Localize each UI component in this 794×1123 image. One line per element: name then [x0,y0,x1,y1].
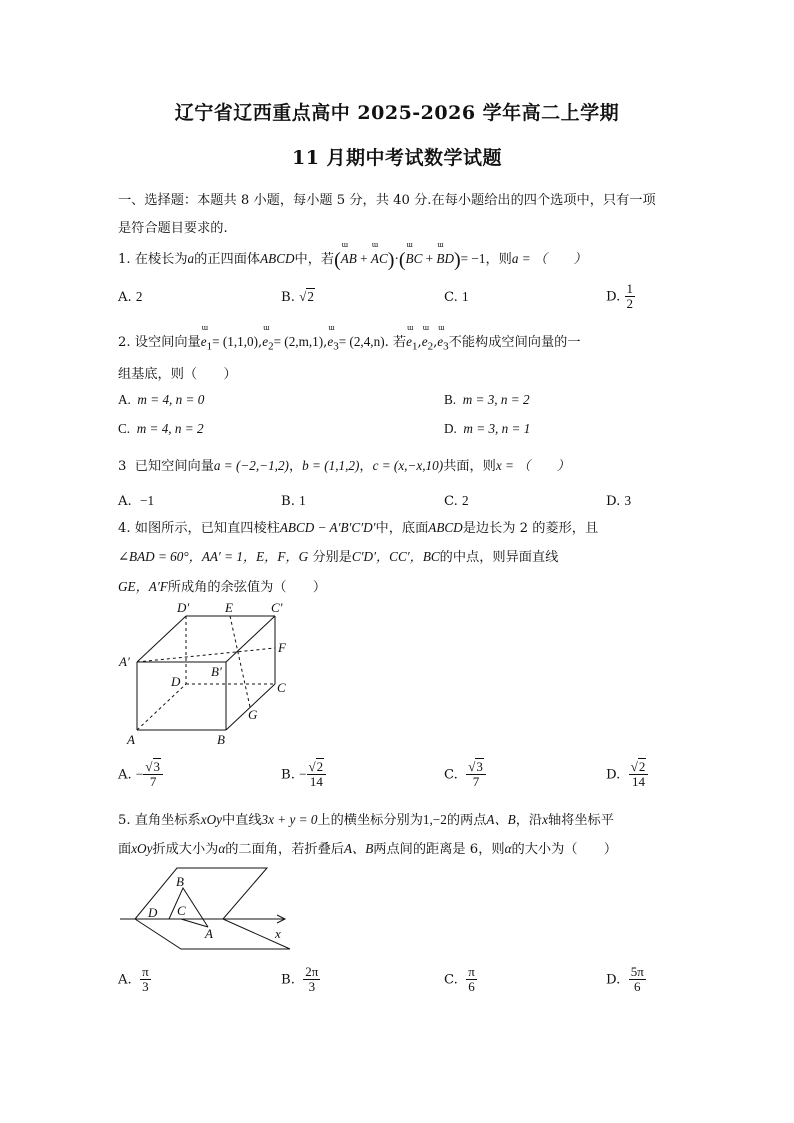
q1-number: 1. [118,252,131,267]
edge-a-d-hidden [137,684,186,730]
q1-rhs: = −1 [460,251,486,266]
question-5-stem-line2: 面xOy折成大小为α的二面角，若折叠后A、B两点间的距离是 6，则α的大小为（ ） [118,841,618,857]
q1-text: ，则 [485,252,512,267]
vector-c: c = (x,−x,10) [372,458,444,473]
edge-ap-dp [137,616,186,662]
label-dp: D′ [177,600,190,615]
page-title-line2: 11 月期中考试数学试题 [291,147,503,169]
q4-option-c[interactable]: C. $\frac{√3}{7}$ [444,760,486,790]
label-a: A [205,926,213,941]
q2-number: 2. [118,335,131,350]
q3-option-b[interactable]: B. 1 [281,493,306,509]
prism-figure [115,598,305,748]
vector-e1: ɯ e [201,334,207,350]
question-4-stem-line3: GE，A′F所成角的余弦值为（ ） [118,579,327,595]
question-4-stem-line1: 4. 如图所示，已知直四棱柱ABCD − A′B′C′D′中，底面ABCD是边长为 2 的菱形，且 [118,520,599,536]
q1-text: 的正四面体 [194,252,261,267]
question-2-stem: 2. 设空间向量ɯ $e_1=$ (1,1,0),ɯ $e_2=$ (2,m,1),ɯ $e_3= (2,4,n)$. 若ɯ $e_1,ɯ$ $e_2,ɯ$ $e_3$不能构成空间向量的一 [118,331,581,353]
q3-number: 3 [118,459,127,474]
q2-option-b[interactable]: B. m = 3, n = 2 [444,392,530,407]
label-e: E [225,600,233,615]
page-title-line1: 辽宁省辽西重点高中 2025-2026 学年高二上学期 [174,102,620,124]
section-header-line2: 是符合题目要求的. [118,221,228,236]
question-4-stem-line2: ∠BAD = 60°，AA′ = 1，E，F，G 分别是C′D′，CC′，BC的中点，则异面直线 [118,549,559,565]
q5-option-c[interactable]: C. $\frac{\pi}{6}$ [444,964,475,995]
q2-option-a[interactable]: A. m = 4, n = 0 [118,392,205,407]
q4-option-d[interactable]: D. $\frac{√2}{14}$ [606,760,648,790]
vector-ab: ɯ AB [341,251,357,267]
fold-figure [115,860,300,955]
label-c: C [177,903,186,918]
vector-a: a = (−2,−1,2) [213,458,289,473]
label-a: A [127,732,135,747]
vector-bd: ɯ BD [436,251,454,267]
q4-option-a[interactable]: A. − $\frac{√3}{7}$ [118,760,163,790]
label-cp: C′ [271,600,283,615]
label-d: D [148,905,158,920]
label-ap: A′ [119,654,130,669]
label-bp: B′ [211,664,222,679]
q3-option-a[interactable]: A. −1 [118,493,155,509]
q1-option-b[interactable]: B. √2 [281,289,314,305]
segment-apf-hidden [137,648,275,662]
edge-cp-bp [226,616,275,662]
sqrt-icon: √2 [299,289,314,304]
q1-var-a: a [187,251,195,266]
q3-option-c[interactable]: C. 2 [444,493,469,509]
q4-option-b[interactable]: B. − $\frac{√2}{14}$ [281,760,326,790]
vector-e2: ɯ e [262,334,268,350]
question-5-stem-line1: 5. 直角坐标系xOy中直线3x + y = 0上的横坐标分别为1,−2的两点A、B，沿x轴将坐标平 [118,812,614,828]
question-1-stem: 1. 在棱长为a的正四面体ABCD中，若(ɯ AB + ɯ AC)·(ɯ BC + ɯ BD)= −1，则a = （ ） [118,248,587,272]
label-d: D [171,674,181,689]
label-g: G [248,707,258,722]
q1-tetra-name: ABCD [260,251,295,266]
q1-option-a[interactable]: A. 2 [118,289,143,305]
q1-option-d[interactable]: D. $\frac{1}{2}$ [606,281,633,312]
label-x: x [275,926,281,941]
q2-text: 设空间向量 [134,335,201,350]
segment-ge-hidden [230,616,250,707]
q3-option-d[interactable]: D. 3 [606,493,632,509]
q5-option-b[interactable]: B. $\frac{2\pi}{3}$ [281,964,319,995]
label-f: F [278,640,286,655]
vector-ac: ɯ AC [371,251,388,267]
vector-e3: ɯ e [327,334,333,350]
label-b: B [176,874,184,889]
question-3-stem: 3 已知空间向量a = (−2,−1,2)，b = (1,1,2)，c = (x,−x,10)共面，则x = （ ） [118,458,570,474]
label-b: B [217,732,225,747]
q1-ask: a = （ ） [511,251,587,266]
q1-text: 中，若 [294,252,335,267]
q1-option-c[interactable]: C. 1 [444,289,469,305]
section-header-line1: 一、选择题：本题共 8 小题，每小题 5 分，共 40 分.在每小题给出的四个选项中，只有一项 [118,193,656,208]
q5-option-d[interactable]: D. $\frac{5\pi}{6}$ [606,964,644,995]
vector-b: b = (1,1,2) [302,458,360,473]
q1-text: 在棱长为 [134,252,188,267]
q2-option-c[interactable]: C. m = 4, n = 2 [118,421,204,436]
question-2-stem-line2: 组基底，则（ ） [118,367,237,382]
label-c: C [277,680,286,695]
q2-option-d[interactable]: D. m = 3, n = 1 [444,421,531,436]
vector-bc: ɯ BC [406,251,423,267]
q5-option-a[interactable]: A. $\frac{\pi}{3}$ [118,964,149,995]
